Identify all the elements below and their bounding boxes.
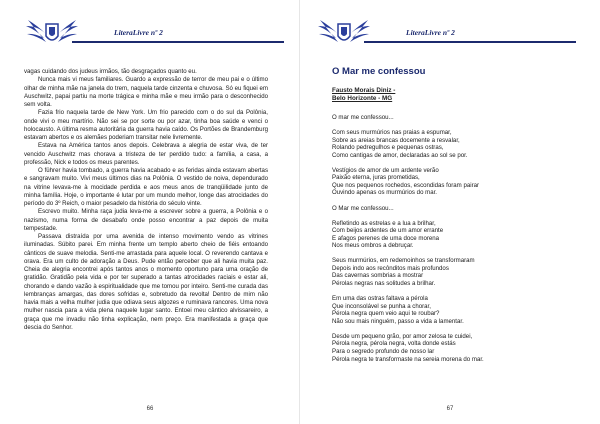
poem-line: O mar me confessou... <box>332 114 394 121</box>
poem-line: Pérola negra, pérola negra, volta donde estás <box>332 340 456 348</box>
poem-line: Em uma das ostras faltava a pérola <box>332 295 428 303</box>
header-title: LiteraLivre nº 2 <box>114 28 163 37</box>
poem-line <box>332 159 582 167</box>
header-title: LiteraLivre nº 2 <box>406 28 455 37</box>
poem-author <box>332 87 395 103</box>
poem-title: O Mar me confessou <box>332 66 426 77</box>
poem-line: Com seus murmúrios nas praias a espumar, <box>332 129 452 137</box>
poem-line: Que inconsolável se punha a chorar, <box>332 302 431 310</box>
poem-line: Com beijos ardentes de um amor errante <box>332 227 444 235</box>
poem-line <box>332 122 582 130</box>
paragraph: Estava na América tantos anos depois. Celebrava a alegria de estar viva, de ter vencido Auschwitz mas chorava a tristeza de ter perdido tudo: a família, a casa, a professão, Nick e todos os meus parentes. <box>24 142 268 166</box>
page-number: 66 <box>146 406 154 412</box>
poem-line: Paixão eterna, juras prometidas, <box>332 174 420 182</box>
poem-line: Das cavernas sombrias a mostrar <box>332 272 424 280</box>
paragraph: Nunca mais vi meus familiares. Guardo a expressão de terror de meu pai e o último olhar de minha mãe na janela do trem, naquela tarde cinzenta e chuvosa. Só eu fiquei em Auschwitz, papai partiu na morte trágica e minha mãe e meu irmão para o desconhecido sem volta. <box>24 76 268 108</box>
paragraph: O führer havia tombado, a guerra havia acabado e as feridas ainda estavam abertas e sangravam muito. Vivi meus últimos dias na Polônia. O vestido de noiva, dependurado na vitrine levava-me à mocidade perdida e aos meus anos de tranqüilidade junto de minha família. Hoje, o importante é lutar por um mundo melhor, longe das atrocidades do período do 3º Reich, o maior pesadelo da história do século vinte. <box>24 167 268 207</box>
right-page-header <box>316 14 576 54</box>
poem-line: Refletindo as estrelas e a lua a brilhar, <box>332 219 436 227</box>
poem-line: Nos meus ombros a debruçar. <box>332 242 414 250</box>
header-rule <box>364 41 576 43</box>
paragraph: Passava distraída por uma avenida de intenso movimento vendo as vitrines iluminadas. Súbito parei. Em minha frente um templo aberto cheio de fiéis entoando cânticos de suave melodia. Senti-me arrastada para aquele local. O reverendo cantava e orava. Era um culto de adoração a Deus. Pude então perceber que ali havia muita paz. Cheia de alegria encontrei após tantos anos o momento oportuno para uma oração de gratidão. Gratidão pela vida e por ter superado a tantas atrocidades raciais e estar ali, chorando e dando vazão à espiritualidade que me tomou por inteiro. Senti-me curada das lembranças amargas, das dores sofridas e, sobretudo da revolta! Dentro de mim não havia mais a velha mulher judia que odiava seus algozes e ruminava rancores. Uma nova mulher nascia para a vida plena naquele lugar santo. Entoei meu cântico alvissareiro, a graça que me invadiu não tinha explicação, nem preço. Era manifestada a graça que descia do Senhor. <box>24 233 268 331</box>
poem-line <box>332 197 582 205</box>
winged-shield-logo-icon <box>316 14 372 50</box>
poem-line: Pérolas negras nas solitudes a brilhar. <box>332 280 436 288</box>
poem-line: Para o segredo profundo de nosso lar <box>332 347 435 355</box>
poem-line: O Mar me confessou... <box>332 204 394 212</box>
header-rule <box>72 41 284 43</box>
poem-line: Pérola negra quem veio aqui te roubar? <box>332 310 440 318</box>
poem-body <box>332 114 582 363</box>
poem-line: E afagos perenes de uma doce morena <box>332 234 440 242</box>
left-page-header <box>24 14 284 54</box>
poem-line: Desde um pequeno grão, por amor zelosa te cuidei, <box>332 332 473 340</box>
poem-line: Ouvindo apenas os murmúrios do mar. <box>332 189 437 197</box>
author-city: Belo Horizonte - MG <box>332 95 393 102</box>
poem-line: Como cantigas de amor, declaradas ao sol se por. <box>332 151 468 159</box>
paragraph: Escrevo muito. Minha raça judia leva-me a escrever sobre a guerra, a Polônia e o nazismo, numa forma de desabafo onde posso encontrar a paz depois de muita tempestade. <box>24 208 268 232</box>
paragraph: vagas cuidando dos judeus irmãos, tão desgraçados quanto eu. <box>24 68 197 75</box>
poem-line: Depois indo aos recônditos mais profundos <box>332 264 449 272</box>
author-name: Fausto Morais Diniz - <box>332 87 396 94</box>
poem-line <box>332 250 582 258</box>
page-number: 67 <box>446 406 454 412</box>
poem-line <box>332 288 582 296</box>
poem-line: Seus murmúrios, em redemoinhos se transformaram <box>332 257 475 265</box>
right-page <box>300 0 600 424</box>
poem-line <box>332 212 582 220</box>
poem-line: Vestígios de amor de um ardente verão <box>332 166 439 174</box>
poem-line: Pérola negra te transformaste na sereia morena do mar. <box>332 355 484 363</box>
paragraph: Fazia frio naquela tarde de New York. Um frio parecido com o do sul da Polônia, onde vivi o meu martírio. Não sei se por sorte ou por azar, tinha boa saúde e venci o holocausto. A última resma autoritária da guerra havia caído. Os Portões de Brandemburg estavam abertos e os alemães poderiam transitar nele livremente. <box>24 109 268 141</box>
poem-line <box>332 325 582 333</box>
poem-line: Não sou mais ninguém, passo a vida a lamentar. <box>332 317 464 325</box>
story-text <box>24 68 268 332</box>
poem-line: Que nos pequenos rochedos, escondidas foram pairar <box>332 181 480 189</box>
poem-line: Sobre as areias brancas docemente a resvalar, <box>332 136 460 144</box>
winged-shield-logo-icon <box>24 14 80 50</box>
poem-line: Rolando pedregulhos e pequenas ostras, <box>332 144 444 152</box>
